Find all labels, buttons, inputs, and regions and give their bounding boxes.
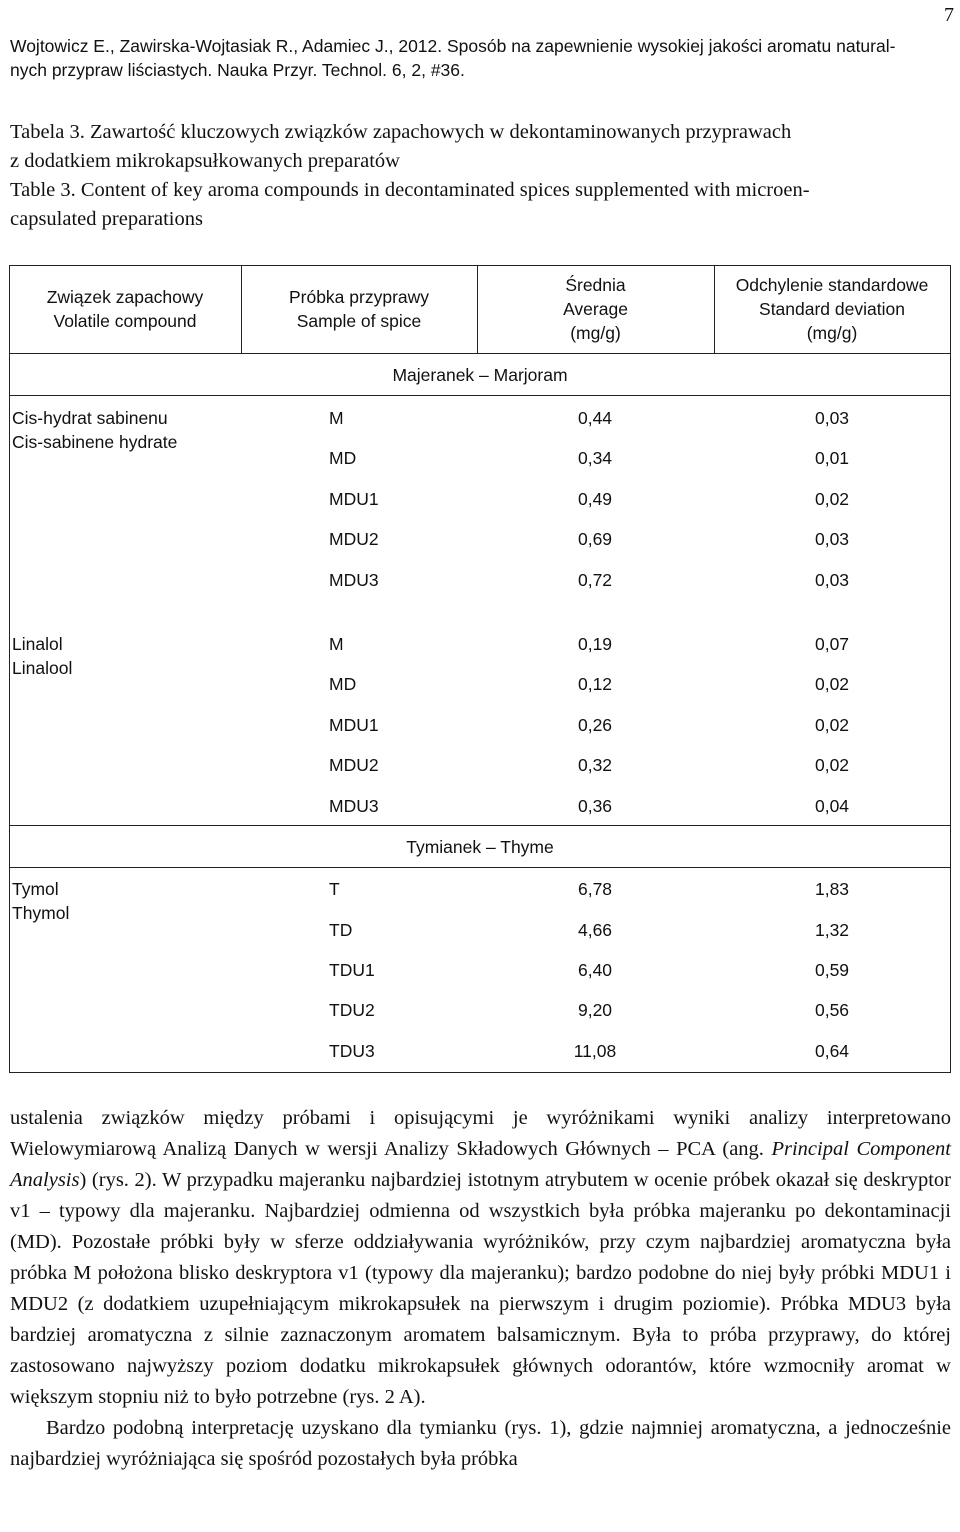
- italic-term: Principal Component Analysis: [10, 1138, 951, 1191]
- average-cell: 0,44: [577, 408, 613, 428]
- sample-cell: T: [329, 879, 340, 899]
- body-text: [10, 1103, 951, 1475]
- average-cell: 0,26: [577, 715, 613, 735]
- average-cell: 0,72: [577, 570, 613, 590]
- sample-cell: MD: [329, 674, 357, 694]
- header-line: Próbka przyprawy: [288, 287, 430, 307]
- paragraph: [10, 1103, 951, 1413]
- running-header: [10, 34, 940, 82]
- table-caption-english: [10, 176, 954, 234]
- header-standard-deviation: [714, 273, 950, 345]
- compound-line: Linalol: [12, 634, 63, 654]
- sd-cell: 0,64: [814, 1041, 850, 1061]
- caption-line: Table 3. Content of key aroma compounds in decontaminated spices supplemented with microen-: [10, 179, 810, 201]
- header-line: Standard deviation: [759, 299, 905, 319]
- table-rule: [9, 867, 951, 868]
- average-cell: 0,32: [577, 755, 613, 775]
- header-line: Średnia: [565, 275, 626, 295]
- table-rule: [9, 1072, 951, 1073]
- paragraph-text: ustalenia związków między próbami i opisującymi je wyróżnikami wyniki analizy interpretowano Wielowymiarową Analizą Danych w wersji Analizy Składowych Głównych – PCA (ang.: [10, 1107, 951, 1160]
- sd-cell: 1,32: [814, 920, 850, 940]
- sample-cell: MDU2: [329, 529, 379, 549]
- sd-cell: 0,03: [814, 529, 850, 549]
- header-line: Związek zapachowy: [46, 287, 204, 307]
- caption-line: z dodatkiem mikrokapsułkowanych preparatów: [10, 150, 400, 172]
- sample-cell: TD: [329, 920, 353, 940]
- caption-line: Tabela 3. Zawartość kluczowych związków zapachowych w dekontaminowanych przyprawach: [10, 121, 792, 143]
- average-cell: 0,36: [577, 796, 613, 816]
- header-line: Odchylenie standardowe: [735, 275, 929, 295]
- compound-line: Linalool: [12, 658, 73, 678]
- header-line: (mg/g): [570, 323, 621, 343]
- header-compound: [9, 285, 241, 333]
- average-cell: 11,08: [573, 1041, 617, 1061]
- caption-line: capsulated preparations: [10, 208, 203, 230]
- sample-cell: TDU3: [329, 1041, 375, 1061]
- sample-cell: TDU2: [329, 1000, 375, 1020]
- sample-cell: TDU1: [329, 960, 375, 980]
- sd-cell: 0,02: [814, 755, 850, 775]
- average-cell: 0,19: [577, 634, 613, 654]
- average-cell: 0,49: [577, 489, 613, 509]
- sample-cell: MDU2: [329, 755, 379, 775]
- sample-cell: M: [329, 408, 344, 428]
- compound-name: [12, 632, 72, 680]
- aroma-compounds-table: [9, 265, 951, 1073]
- running-header-line: nych przypraw liściastych. Nauka Przyr. Technol. 6, 2, #36.: [10, 60, 465, 80]
- section-title-marjoram: Majeranek – Marjoram: [392, 365, 568, 385]
- sd-cell: 0,01: [814, 448, 850, 468]
- sample-cell: M: [329, 634, 344, 654]
- average-cell: 9,20: [577, 1000, 613, 1020]
- sd-cell: 1,83: [814, 879, 850, 899]
- header-line: Volatile compound: [53, 311, 197, 331]
- average-cell: 4,66: [577, 920, 613, 940]
- compound-line: Tymol: [12, 879, 59, 899]
- sd-cell: 0,56: [814, 1000, 850, 1020]
- sample-cell: MDU3: [329, 796, 379, 816]
- compound-line: Cis-hydrat sabinenu: [12, 408, 168, 428]
- table-caption-polish: [10, 118, 954, 176]
- table-rule: [9, 353, 951, 354]
- paragraph: Bardzo podobną interpretację uzyskano dla tymianku (rys. 1), gdzie najmniej aromatyczna, a jednocześnie najbardziej wyróżniająca się spośród pozostałych była próbka: [10, 1417, 951, 1470]
- paragraph-text: ) (rys. 2). W przypadku majeranku najbardziej istotnym atrybutem w ocenie próbek okazał się deskryptor v1 – typowy dla majeranku. Najbardziej odmienna od wszystkich była próbka majeranku po dekontaminacji (MD). Pozostałe próbki były w sferze oddziaływania wyróżników, przy czym najbardziej aromatyczna była próbka M położona blisko deskryptora v1 (typowy dla majeranku); bardzo podobne do niej były próbki MDU1 i MDU2 (z dodatkiem uzupełniającym mikrokapsułek na pierwszym i drugim poziomie). Próbka MDU3 była bardziej aromatyczna z silnie zaznaczonym aromatem balsamicznym. Była to próba przyprawy, do której zastosowano najwyższy poziom dodatku mikrokapsułek głównych odorantów, które wzmocniły aromat w większym stopniu niż to było potrzebne (rys. 2 A).: [10, 1169, 951, 1408]
- sd-cell: 0,59: [814, 960, 850, 980]
- header-average: [477, 273, 714, 345]
- sample-cell: MDU1: [329, 489, 379, 509]
- sd-cell: 0,02: [814, 715, 850, 735]
- sample-cell: MD: [329, 448, 357, 468]
- sd-cell: 0,02: [814, 674, 850, 694]
- header-line: (mg/g): [806, 323, 858, 343]
- table-rule: [9, 395, 951, 396]
- sample-cell: MDU3: [329, 570, 379, 590]
- compound-name: [12, 877, 69, 925]
- compound-name: [12, 406, 177, 454]
- sd-cell: 0,07: [814, 634, 850, 654]
- average-cell: 0,69: [577, 529, 613, 549]
- average-cell: 6,40: [577, 960, 613, 980]
- sd-cell: 0,02: [814, 489, 850, 509]
- page-number: 7: [944, 4, 954, 26]
- running-header-line: Wojtowicz E., Zawirska-Wojtasiak R., Adamiec J., 2012. Sposób na zapewnienie wysokiej jakości aromatu natural-: [10, 36, 896, 56]
- sd-cell: 0,03: [814, 570, 850, 590]
- header-line: Sample of spice: [296, 311, 422, 331]
- average-cell: 6,78: [577, 879, 613, 899]
- header-sample: [241, 285, 477, 333]
- average-cell: 0,12: [577, 674, 613, 694]
- sample-cell: MDU1: [329, 715, 379, 735]
- header-line: Average: [563, 299, 628, 319]
- table-rule: [9, 825, 951, 826]
- section-title-thyme: Tymianek – Thyme: [406, 837, 554, 857]
- table-rule: [9, 265, 951, 266]
- sd-cell: 0,04: [814, 796, 850, 816]
- compound-line: Cis-sabinene hydrate: [12, 432, 178, 452]
- average-cell: 0,34: [577, 448, 613, 468]
- compound-line: Thymol: [12, 903, 70, 923]
- sd-cell: 0,03: [814, 408, 850, 428]
